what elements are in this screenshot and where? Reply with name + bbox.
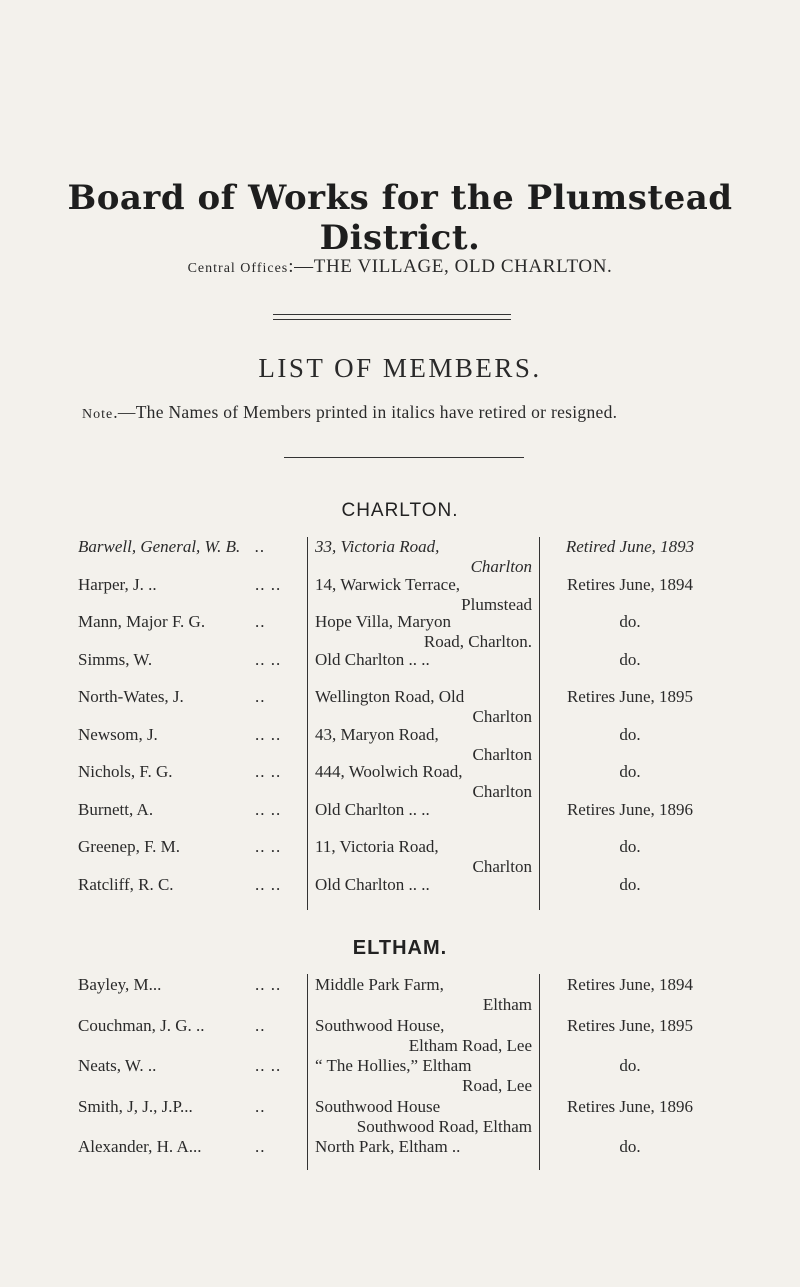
member-name: Harper, J. .. (78, 574, 157, 594)
leader-dots: .. .. (255, 762, 282, 781)
member-name: Smith, J, J., J.P... (78, 1096, 193, 1116)
offices-separator: :— (288, 256, 314, 277)
section-heading-charlton: CHARLTON. (341, 500, 459, 521)
leader-dots: .. .. (255, 837, 282, 856)
leader-dots: .. (255, 1137, 266, 1156)
leader-dots: .. (255, 687, 266, 706)
member-status: do. (619, 1056, 641, 1075)
note-label: Note (82, 407, 114, 422)
member-row (0, 975, 800, 1019)
list-title: LIST OF MEMBERS. (258, 353, 542, 383)
member-name: Simms, W. (78, 649, 153, 669)
member-address-continued: Charlton (472, 707, 532, 726)
offices-address: THE VILLAGE, OLD CHARLTON. (313, 256, 613, 277)
member-status: Retires June, 1895 (566, 687, 694, 706)
member-address: 33, Victoria Road, (315, 537, 440, 556)
member-status: do. (619, 649, 641, 669)
member-name: Ratcliff, R. C. (78, 874, 174, 894)
member-address: “ The Hollies,” Eltham (315, 1056, 472, 1075)
member-name: North-Wates, J. (78, 687, 184, 706)
member-name: Neats, W. .. (78, 1056, 157, 1075)
member-address: Southwood House, (315, 1015, 445, 1035)
member-address-continued: Plumstead (461, 594, 532, 614)
member-address: Middle Park Farm, (315, 975, 444, 994)
member-status: Retires June, 1896 (566, 799, 694, 819)
member-status: Retires June, 1896 (566, 1096, 694, 1116)
member-name: Mann, Major F. G. (78, 612, 206, 631)
member-row (0, 875, 800, 919)
double-divider (273, 314, 511, 320)
section-heading-eltham: ELTHAM. (352, 937, 448, 959)
member-name: Greenep, F. M. (78, 837, 181, 856)
member-address: Old Charlton .. .. (315, 874, 430, 894)
member-status: do. (619, 724, 641, 744)
member-name: Newsom, J. (78, 724, 158, 744)
member-address-continued: Charlton (472, 782, 532, 801)
member-name: Bayley, M... (78, 975, 162, 994)
member-name: Alexander, H. A... (78, 1137, 202, 1156)
leader-dots: .. .. (255, 799, 282, 819)
member-address: North Park, Eltham .. (315, 1137, 461, 1156)
leader-dots: .. .. (255, 975, 282, 994)
member-address: Old Charlton .. .. (315, 799, 430, 819)
leader-dots: .. (255, 1015, 266, 1035)
leader-dots: .. .. (255, 724, 282, 744)
member-address-continued: Road, Charlton. (423, 632, 532, 651)
leader-dots: .. (255, 537, 266, 556)
member-address-continued: Road, Lee (462, 1076, 532, 1095)
member-status: do. (619, 762, 641, 781)
member-row (0, 1137, 800, 1181)
leader-dots: .. .. (255, 874, 282, 894)
member-address: Hope Villa, Maryon (315, 612, 452, 631)
member-name: Barwell, General, W. B. (78, 537, 241, 556)
leader-dots: .. .. (255, 574, 282, 594)
member-address-continued: Charlton (472, 857, 532, 876)
member-address-continued: Charlton (470, 557, 532, 576)
member-address-continued: Eltham (482, 995, 532, 1014)
member-address: 11, Victoria Road, (315, 837, 439, 856)
member-status: do. (619, 1137, 641, 1156)
note-text: .—The Names of Members printed in italics have retired or resigned. (113, 402, 618, 422)
member-address-continued: Southwood Road, Eltham (356, 1116, 532, 1136)
offices-label: Central Offices (187, 261, 289, 276)
member-address-continued: Charlton (472, 744, 532, 764)
member-name: Burnett, A. (78, 799, 154, 819)
member-status: Retires June, 1894 (566, 975, 694, 994)
member-status: Retires June, 1895 (566, 1015, 694, 1035)
member-name: Couchman, J. G. .. (78, 1015, 205, 1035)
member-row (0, 1016, 800, 1060)
member-address: Old Charlton .. .. (315, 649, 430, 669)
leader-dots: .. (255, 1096, 266, 1116)
member-address: 14, Warwick Terrace, (315, 574, 461, 594)
member-name: Nichols, F. G. (78, 762, 173, 781)
member-status: Retires June, 1894 (566, 574, 694, 594)
member-status: do. (619, 837, 641, 856)
divider (284, 457, 524, 458)
document-title: Board of Works for the Plumstead District. (67, 178, 733, 258)
member-row (0, 1097, 800, 1141)
member-address-continued: Eltham Road, Lee (408, 1035, 532, 1055)
member-address: 444, Woolwich Road, (315, 762, 463, 781)
member-address: 43, Maryon Road, (315, 724, 439, 744)
member-address: Southwood House (315, 1096, 441, 1116)
central-offices-line (0, 256, 800, 278)
member-status: do. (619, 874, 641, 894)
member-row (0, 1056, 800, 1100)
note-line (82, 402, 617, 423)
leader-dots: .. (255, 612, 266, 631)
member-address: Wellington Road, Old (315, 687, 465, 706)
leader-dots: .. .. (255, 649, 282, 669)
leader-dots: .. .. (255, 1056, 282, 1075)
member-status: do. (619, 612, 641, 631)
member-status: Retired June, 1893 (565, 537, 695, 556)
